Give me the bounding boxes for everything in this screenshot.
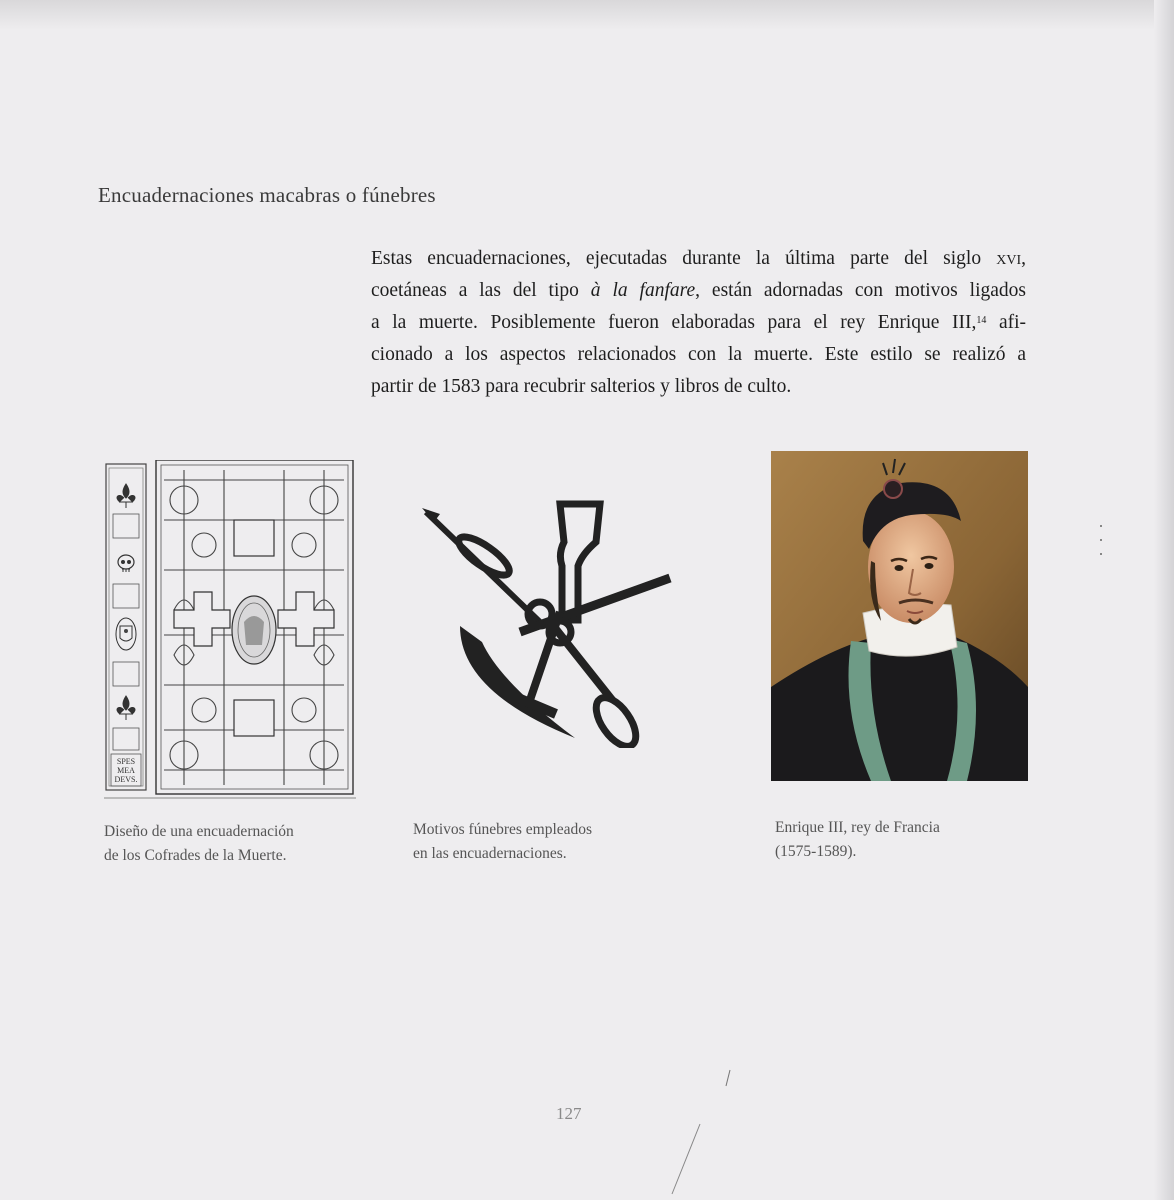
caption-binding: Diseño de una encuadernación de los Cofrades de la Muerte. [104,823,294,864]
funeral-motifs-figure [420,492,682,748]
portrait-figure [771,451,1028,781]
coat-of-arms-icon [116,618,136,650]
body-line: Estas encuadernaciones, ejecutadas durante la última parte del siglo xvi, [371,248,1026,269]
body-line: coetáneas a las del tipo à la fanfare, están adornadas con motivos ligados [371,280,1026,301]
fleur-de-lis-icon [117,696,135,720]
binding-design-figure [104,460,356,802]
italic-term: à la fanfare [590,280,696,301]
footnote-ref: 14 [976,315,987,326]
section-heading: Encuadernaciones macabras o fúnebres [98,183,436,207]
body-paragraph [371,243,1026,403]
fleur-de-lis-icon [117,484,135,508]
motto-devs: DEVS. [114,775,138,784]
central-medallion-icon [232,596,276,664]
candlestick-icon [555,628,644,748]
body-line: a la muerte. Posiblemente fueron elaboradas para el rey Enrique III,$^{14}$ afi- [371,312,1027,333]
motto-spes: SPES [116,757,136,766]
pencil-stroke [660,1066,740,1200]
page-edge-right [1154,0,1174,1200]
caption-motifs: Motivos fúnebres empleados en las encuadernaciones. [413,821,593,862]
body-line: partir de 1583 para recubrir salterios y libros de culto. [371,376,792,397]
margin-mark [1096,520,1106,560]
body-line: cionado a los aspectos relacionados con la muerte. Este estilo se realizó a [371,344,1026,365]
roman-numeral: xvi [996,248,1022,269]
caption-portrait: Enrique III, rey de Francia (1575-1589). [775,819,940,860]
page-edge-top [0,0,1174,30]
skull-icon [118,555,134,572]
motto-mea: MEA [117,766,135,775]
shovel-icon [422,508,540,622]
page-number: 127 [556,1104,582,1123]
